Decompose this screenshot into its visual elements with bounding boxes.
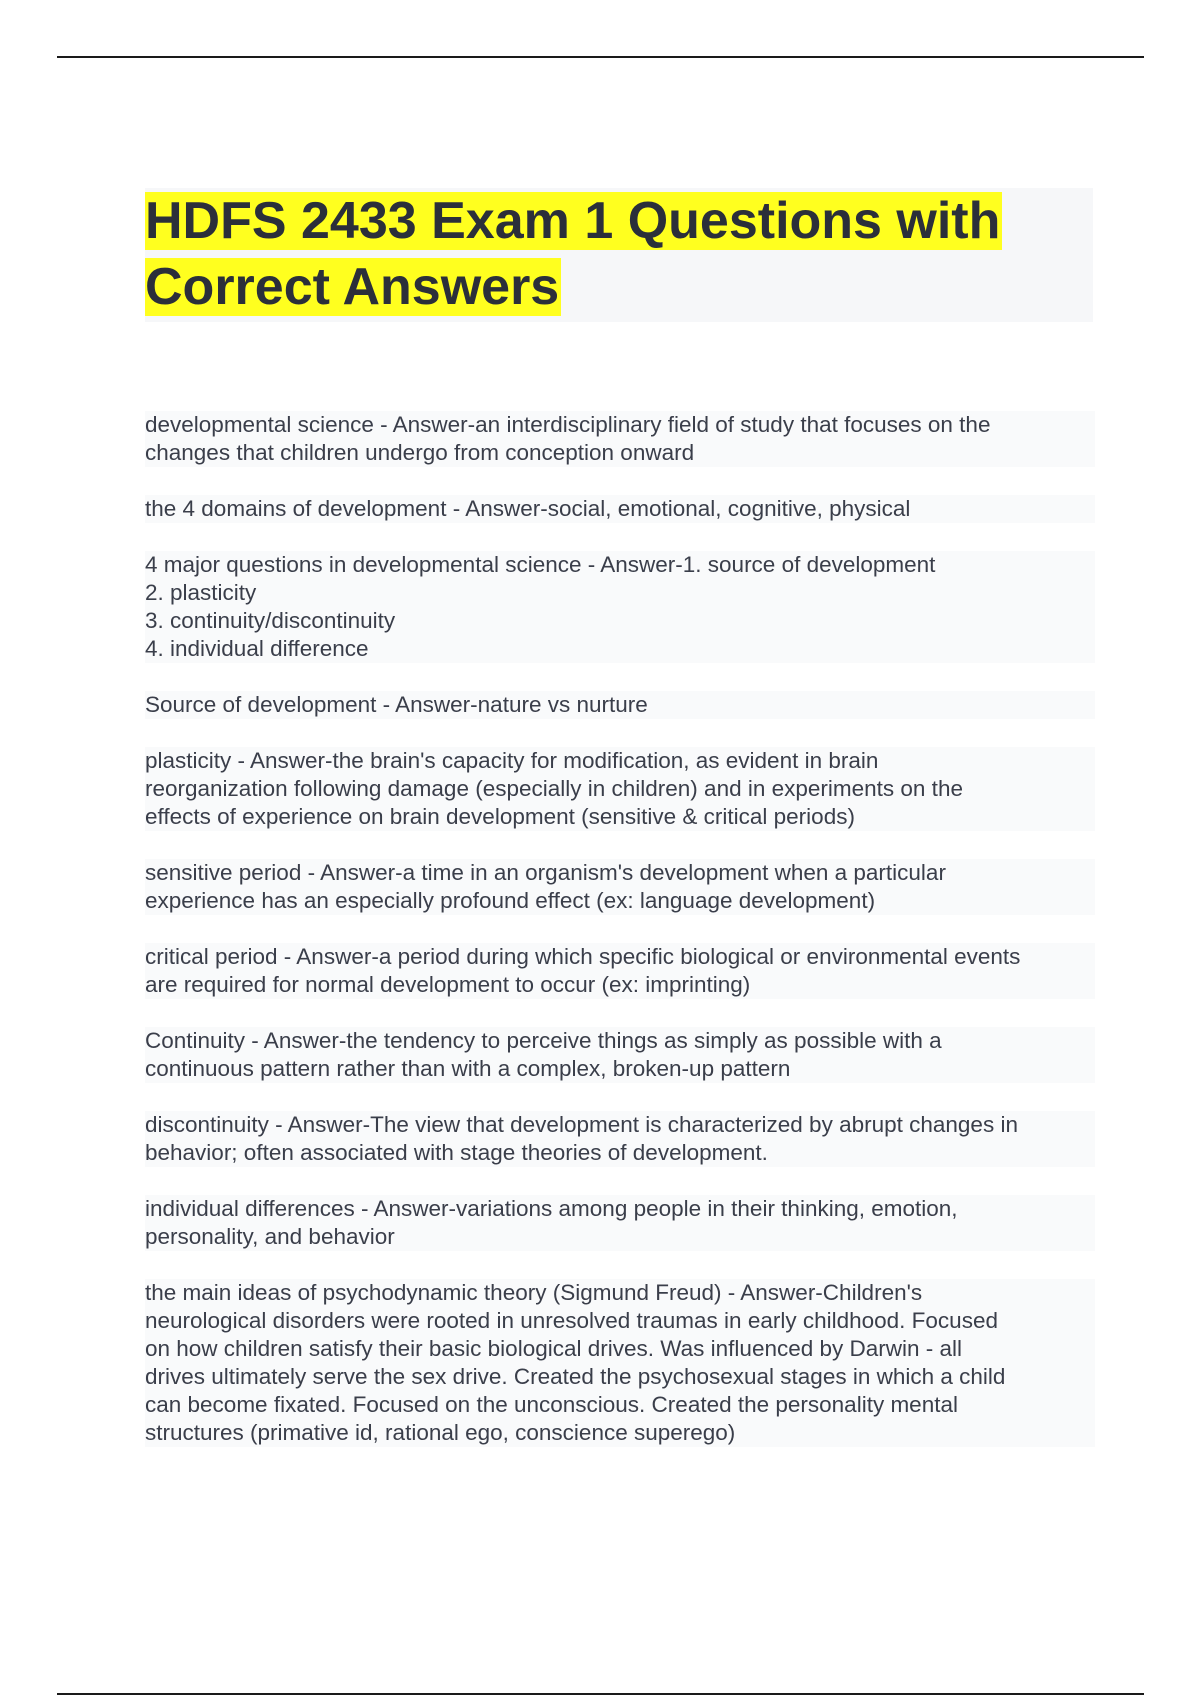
qa-item-source-of-development: Source of development - Answer-nature vs nurture <box>145 691 1095 719</box>
title-line-1: HDFS 2433 Exam 1 Questions with <box>145 192 1001 250</box>
top-divider <box>57 56 1144 58</box>
bottom-divider <box>57 1693 1144 1695</box>
qa-list <box>145 411 1095 1475</box>
title-line-2: Correct Answers <box>145 258 560 316</box>
qa-item-discontinuity: discontinuity - Answer-The view that development is characterized by abrupt changes in behavior; often associated with stage theories of development. <box>145 1111 1095 1167</box>
qa-item-sensitive-period: sensitive period - Answer-a time in an organism's development when a particular experience has an especially profound effect (ex: language development) <box>145 859 1095 915</box>
qa-item-psychodynamic-theory: the main ideas of psychodynamic theory (Sigmund Freud) - Answer-Children's neurological disorders were rooted in unresolved traumas in early childhood. Focused on how children satisfy their basic biological drives. Was influenced by Darwin - all drives ultimately serve the sex drive. Created the psychosexual stages in which a child can become fixated. Focused on the unconscious. Created the personality mental structures (primative id, rational ego, conscience superego) <box>145 1279 1095 1447</box>
qa-item-individual-differences: individual differences - Answer-variations among people in their thinking, emotion, personality, and behavior <box>145 1195 1095 1251</box>
qa-item-four-major-questions: 4 major questions in developmental science - Answer-1. source of development 2. plasticity 3. continuity/discontinuity 4. individual difference <box>145 551 1095 663</box>
qa-item-four-domains: the 4 domains of development - Answer-social, emotional, cognitive, physical <box>145 495 1095 523</box>
qa-item-critical-period: critical period - Answer-a period during which specific biological or environmental events are required for normal development to occur (ex: imprinting) <box>145 943 1095 999</box>
qa-item-developmental-science: developmental science - Answer-an interdisciplinary field of study that focuses on the changes that children undergo from conception onward <box>145 411 1095 467</box>
qa-item-plasticity: plasticity - Answer-the brain's capacity for modification, as evident in brain reorganization following damage (especially in children) and in experiments on the effects of experience on brain development (sensitive & critical periods) <box>145 747 1095 831</box>
title-block <box>145 188 1093 322</box>
qa-item-continuity: Continuity - Answer-the tendency to perceive things as simply as possible with a continuous pattern rather than with a complex, broken-up pattern <box>145 1027 1095 1083</box>
page-title <box>145 188 1093 320</box>
